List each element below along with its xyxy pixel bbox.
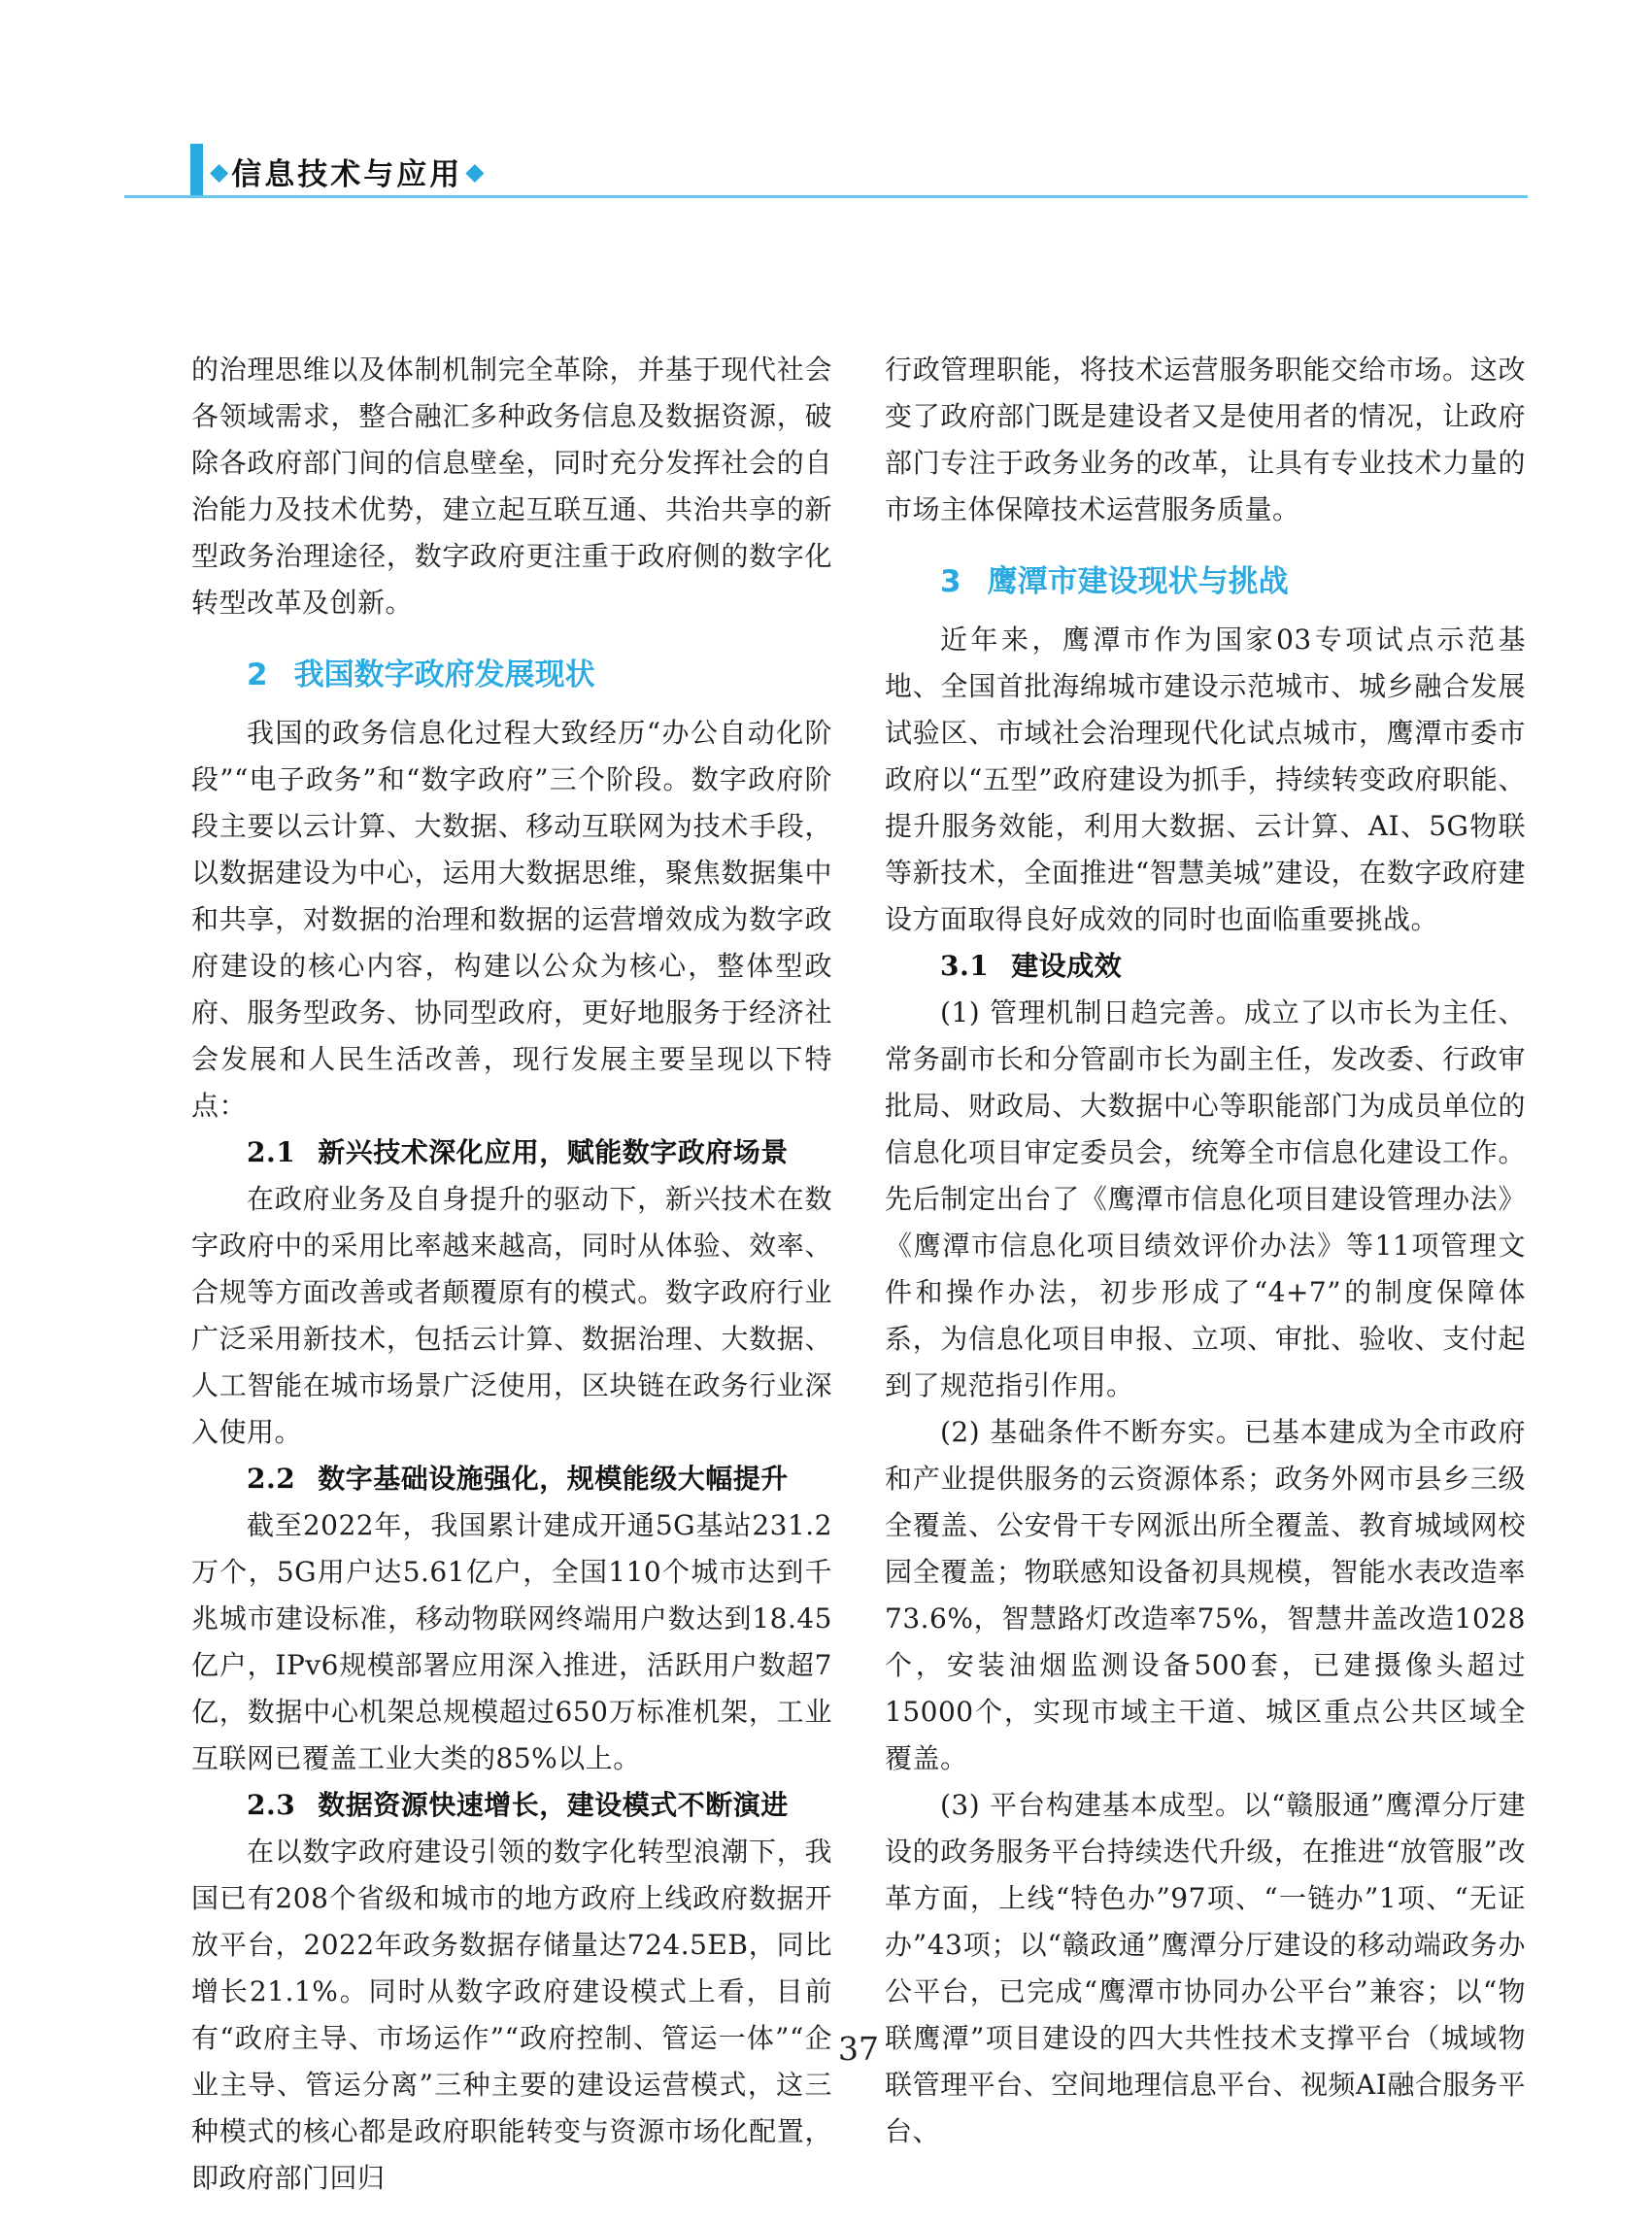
section-banner: [210, 146, 484, 196]
subsection-heading-2-2: [191, 1456, 832, 1502]
paragraph: 我国的政务信息化过程大致经历“办公自动化阶段”“电子政务”和“数字政府”三个阶段。数字政府阶段主要以云计算、大数据、移动互联网为技术手段，以数据建设为中心，运用大数据思维，聚焦数据集中和共享，对数据的治理和数据的运营增效成为数字政府建设的核心内容，构建以公众为核心，整体型政府、服务型政务、协同型政府，更好地服务于经济社会发展和人民生活改善，现行发展主要呈现以下特点：: [191, 717, 832, 1122]
section-number: 2: [247, 657, 268, 692]
subsection-number: 2.3: [247, 1789, 296, 1821]
header-divider-line: [124, 195, 1528, 198]
section-title: 我国数字政府发展现状: [293, 657, 595, 692]
subsection-number: 2.1: [247, 1136, 296, 1168]
page-number: 37: [838, 2030, 879, 2068]
subsection-number: 3.1: [940, 950, 990, 982]
diamond-icon: ◆: [465, 156, 485, 185]
left-column: [191, 347, 832, 2202]
subsection-heading-2-1: [191, 1129, 832, 1176]
paragraph: (2) 基础条件不断夯实。已基本建成为全市政府和产业提供服务的云资源体系；政务外网市县乡三级全覆盖、公安骨干专网派出所全覆盖、教育城域网校园全覆盖；物联感知设备初具规模，智能水表改造率73.6%，智慧路灯改造率75%，智慧井盖改造1028个，安装油烟监测设备500套，已建摄像头超过15000个，实现市域主干道、城区重点公共区域全覆盖。: [885, 1416, 1526, 1774]
header-accent-bar: [190, 144, 203, 197]
subsection-title: 建设成效: [1011, 950, 1123, 982]
section-heading-3: [885, 559, 1526, 604]
subsection-title: 数字基础设施强化，规模能级大幅提升: [318, 1463, 789, 1495]
paragraph: 在以数字政府建设引领的数字化转型浪潮下，我国已有208个省级和城市的地方政府上线政府数据开放平台，2022年政务数据存储量达724.5EB，同比增长21.1%。同时从数字政府建设模式上看，目前有“政府主导、市场运作”“政府控制、管运一体”“企业主导、管运分离”三种主要的建设运营模式，这三种模式的核心都是政府职能转变与资源市场化配置，即政府部门回归: [191, 1836, 832, 2194]
paragraph: 在政府业务及自身提升的驱动下，新兴技术在数字政府中的采用比率越来越高，同时从体验、效率、合规等方面改善或者颠覆原有的模式。数字政府行业广泛采用新技术，包括云计算、数据治理、大数据、人工智能在城市场景广泛使用，区块链在政务行业深入使用。: [191, 1183, 832, 1448]
right-column: [885, 347, 1526, 2202]
column-section-title: 信息技术与应用: [231, 156, 463, 192]
paragraph: 近年来，鹰潭市作为国家03专项试点示范基地、全国首批海绵城市建设示范城市、城乡融合发展试验区、市域社会治理现代化试点城市，鹰潭市委市政府以“五型”政府建设为抓手，持续转变政府职能、提升服务效能，利用大数据、云计算、AI、5G物联等新技术，全面推进“智慧美城”建设，在数字政府建设方面取得良好成效的同时也面临重要挑战。: [885, 624, 1526, 935]
paragraph: (3) 平台构建基本成型。以“赣服通”鹰潭分厅建设的政务服务平台持续迭代升级，在推进“放管服”改革方面，上线“特色办”97项、“一链办”1项、“无证办”43项；以“赣政通”鹰潭分厅建设的移动端政务办公平台，已完成“鹰潭市协同办公平台”兼容；以“物联鹰潭”项目建设的四大共性技术支撑平台（城域物联管理平台、空间地理信息平台、视频AI融合服务平台、: [885, 1789, 1526, 2147]
subsection-title: 数据资源快速增长，建设模式不断演进: [318, 1789, 789, 1821]
section-heading-2: [191, 653, 832, 697]
subsection-heading-3-1: [885, 943, 1526, 990]
paragraph: 的治理思维以及体制机制完全革除，并基于现代社会各领域需求，整合融汇多种政务信息及数据资源，破除各政府部门间的信息壁垒，同时充分发挥社会的自治能力及技术优势，建立起互联互通、共治共享的新型政务治理途径，数字政府更注重于政府侧的数字化转型改革及创新。: [191, 354, 832, 619]
paragraph: (1) 管理机制日趋完善。成立了以市长为主任、常务副市长和分管副市长为副主任，发改委、行政审批局、财政局、大数据中心等职能部门为成员单位的信息化项目审定委员会，统筹全市信息化建设工作。先后制定出台了《鹰潭市信息化项目建设管理办法》《鹰潭市信息化项目绩效评价办法》等11项管理文件和操作办法，初步形成了“4+7”的制度保障体系，为信息化项目申报、立项、审批、验收、支付起到了规范指引作用。: [885, 996, 1526, 1401]
subsection-title: 新兴技术深化应用，赋能数字政府场景: [318, 1136, 789, 1168]
subsection-heading-2-3: [191, 1782, 832, 1829]
article-body: [191, 347, 1526, 2202]
subsection-number: 2.2: [247, 1463, 296, 1495]
section-title: 鹰潭市建设现状与挑战: [987, 564, 1289, 599]
diamond-icon: ◆: [210, 156, 229, 185]
paragraph: 截至2022年，我国累计建成开通5G基站231.2万个，5G用户达5.61亿户，全国110个城市达到千兆城市建设标准，移动物联网终端用户数达到18.45亿户，IPv6规模部署应用深入推进，活跃用户数超7亿，数据中心机架总规模超过650万标准机架，工业互联网已覆盖工业大类的85%以上。: [191, 1509, 832, 1774]
section-number: 3: [940, 564, 961, 599]
paragraph: 行政管理职能，将技术运营服务职能交给市场。这改变了政府部门既是建设者又是使用者的情况，让政府部门专注于政务业务的改革，让具有专业技术力量的市场主体保障技术运营服务质量。: [885, 354, 1526, 525]
